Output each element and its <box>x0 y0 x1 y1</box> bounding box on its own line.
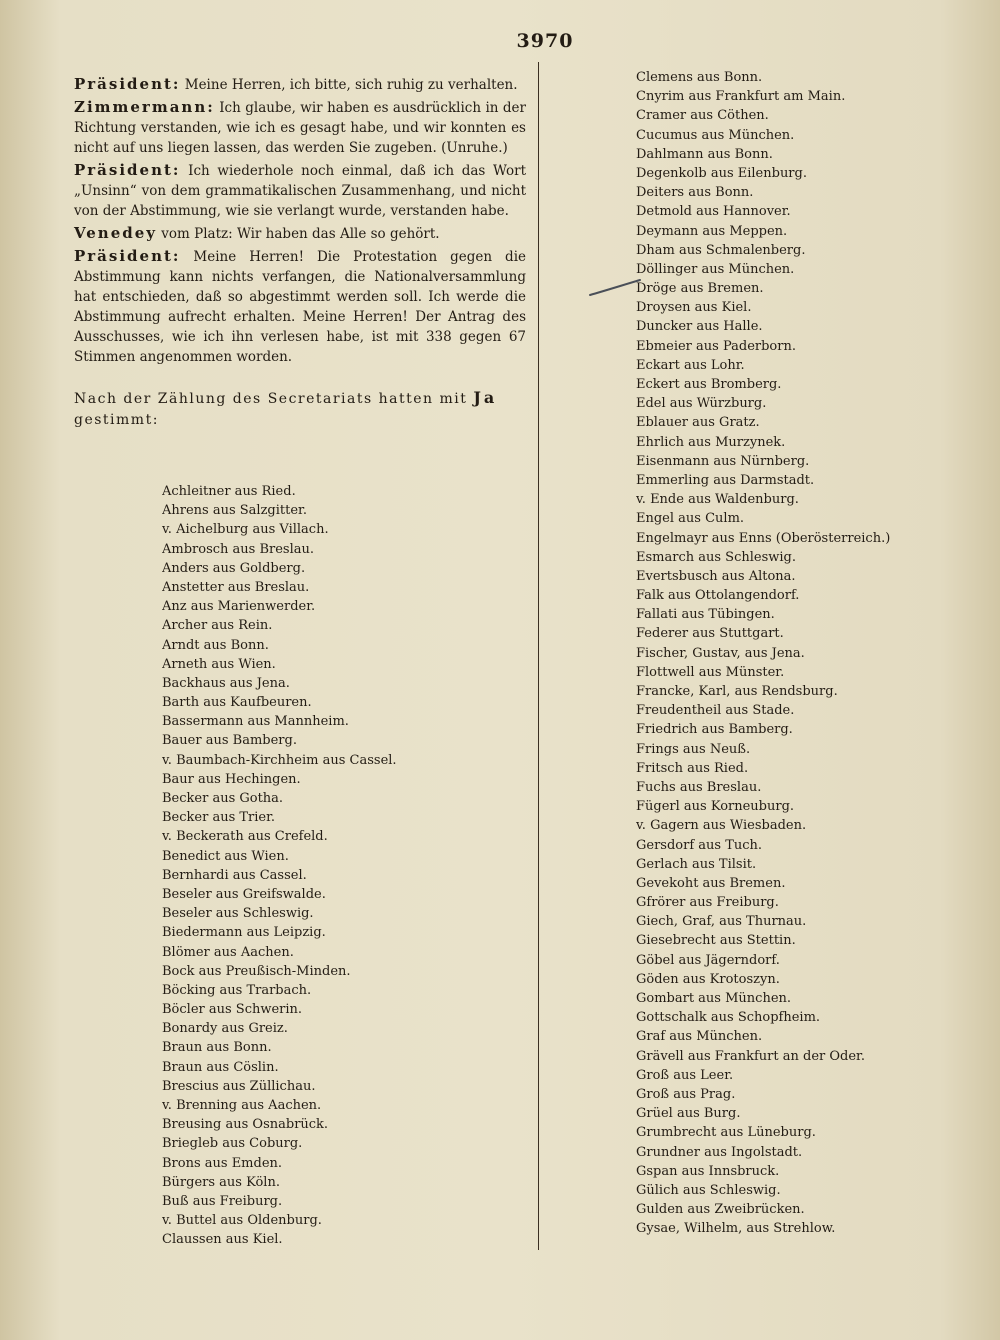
speaker-name: Präsident: <box>74 161 181 179</box>
voter-entry: Böcking aus Trarbach. <box>162 982 312 998</box>
voter-entry: Bernhardi aus Cassel. <box>162 867 307 883</box>
speech-text: Meine Herren, ich bitte, sich ruhig zu verhalten. <box>180 77 518 93</box>
voter-entry: Evertsbusch aus Altona. <box>636 568 796 584</box>
voter-entry: Cramer aus Cöthen. <box>636 108 769 124</box>
speaker-name: Präsident: <box>74 75 181 93</box>
page-number: 3970 <box>516 30 574 52</box>
voter-entry: Arneth aus Wien. <box>162 656 276 672</box>
voter-entry: Edel aus Würzburg. <box>636 396 767 412</box>
voter-entry: Graf aus München. <box>636 1029 763 1045</box>
debate-paragraph <box>74 160 526 221</box>
voter-entry: Gülich aus Schleswig. <box>636 1182 781 1198</box>
debate-paragraph <box>74 223 526 244</box>
voter-entry: Federer aus Stuttgart. <box>636 626 784 642</box>
voter-entry: Eblauer aus Gratz. <box>636 415 760 431</box>
voter-entry: Cnyrim aus Frankfurt am Main. <box>636 89 846 105</box>
voter-entry: Eckert aus Bromberg. <box>636 377 782 392</box>
vote-heading-prefix: Nach der Zählung des Secretariats hatten mit <box>74 391 468 407</box>
voter-entry: Barth aus Kaufbeuren. <box>162 695 312 711</box>
voter-entry: Becker aus Trier. <box>162 810 276 826</box>
voter-entry: Grundner aus Ingolstadt. <box>636 1144 803 1160</box>
voter-entry: Engelmayr aus Enns (Oberösterreich.) <box>636 530 891 546</box>
voter-entry: Droysen aus Kiel. <box>636 300 752 316</box>
voter-entry: Archer aus Rein. <box>162 618 273 634</box>
voter-entry: Gerlach aus Tilsit. <box>636 856 757 872</box>
voter-entry: Dröge aus Bremen. <box>636 281 764 297</box>
voter-entry: Deiters aus Bonn. <box>636 185 754 201</box>
voter-entry: Esmarch aus Schleswig. <box>636 549 796 565</box>
voter-entry: Gersdorf aus Tuch. <box>636 837 763 853</box>
voter-entry: Friedrich aus Bamberg. <box>636 722 793 738</box>
voter-entry: Bonardy aus Greiz. <box>162 1021 288 1037</box>
voter-entry: Braun aus Bonn. <box>162 1040 272 1056</box>
voter-entry: Beseler aus Schleswig. <box>162 906 314 922</box>
voter-entry: Fallati aus Tübingen. <box>636 607 775 623</box>
voter-entry: Fügerl aus Korneuburg. <box>636 799 795 815</box>
voter-entry: Brescius aus Züllichau. <box>162 1078 316 1094</box>
voter-entry: Benedict aus Wien. <box>162 848 289 864</box>
voter-entry: Gottschalk aus Schopfheim. <box>636 1010 821 1026</box>
voter-entry: Groß aus Prag. <box>636 1086 736 1102</box>
voter-entry: Gulden aus Zweibrücken. <box>636 1202 805 1218</box>
voter-entry: Dahlmann aus Bonn. <box>636 146 773 162</box>
voter-entry: Francke, Karl, aus Rendsburg. <box>636 684 838 699</box>
voter-entry: Blömer aus Aachen. <box>162 944 294 960</box>
voter-entry: Anstetter aus Breslau. <box>162 579 310 595</box>
voter-entry: Bürgers aus Köln. <box>162 1174 280 1190</box>
voter-entry: v. Beckerath aus Crefeld. <box>162 829 328 845</box>
debate-paragraph <box>74 246 526 367</box>
voter-entry: Cucumus aus München. <box>636 127 795 143</box>
voter-entry: Fischer, Gustav, aus Jena. <box>636 645 805 661</box>
voter-entry: Gombart aus München. <box>636 991 792 1006</box>
voter-entry: Eisenmann aus Nürnberg. <box>636 453 810 469</box>
debate-paragraph <box>74 74 526 95</box>
speech-text: Ich wiederhole noch einmal, daß ich das Wort „Unsinn“ von dem grammatikalischen Zusammenhang, und nicht von der Abstimmung, wie sie verlangt wurde, verstanden habe. <box>74 163 526 219</box>
voter-entry: Anders aus Goldberg. <box>162 560 306 576</box>
voter-entry: Ebmeier aus Paderborn. <box>636 338 796 354</box>
voter-entry: Falk aus Ottolangendorf. <box>636 588 800 604</box>
speaker-name: Präsident: <box>74 247 181 265</box>
speech-text: vom Platz: Wir haben das Alle so gehört. <box>157 226 440 242</box>
voter-entry: Braun aus Cöslin. <box>162 1059 279 1075</box>
speaker-name: Zimmermann: <box>74 98 215 116</box>
voter-entry: Arndt aus Bonn. <box>162 637 269 653</box>
voter-entry: Anz aus Marienwerder. <box>162 599 316 615</box>
voter-entry: v. Ende aus Waldenburg. <box>636 492 799 508</box>
voter-entry: Giech, Graf, aus Thurnau. <box>636 914 807 930</box>
voter-entry: Fritsch aus Ried. <box>636 760 749 776</box>
voter-entry: Böcler aus Schwerin. <box>162 1002 303 1018</box>
voter-entry: Backhaus aus Jena. <box>162 675 290 691</box>
voter-entry: Baur aus Hechingen. <box>162 771 301 787</box>
vote-heading-emphasis: Ja <box>473 388 498 407</box>
voter-entry: Bassermann aus Mannheim. <box>162 714 349 730</box>
speech-text: Ich glaube, wir haben es ausdrücklich in der Richtung verstanden, wie ich es gesagt habe, und wir konnten es nicht auf uns liegen lassen, das werden Sie zugeben. (Unruhe.) <box>74 100 526 156</box>
voter-entry: Gysae, Wilhelm, aus Strehlow. <box>636 1221 836 1237</box>
voter-entry: Eckart aus Lohr. <box>636 357 745 373</box>
debate-paragraph <box>74 97 526 158</box>
voter-entry: v. Gagern aus Wiesbaden. <box>636 818 807 834</box>
voter-entry: Emmerling aus Darmstadt. <box>636 472 815 488</box>
voter-entry: Bock aus Preußisch-Minden. <box>162 963 351 979</box>
voter-entry: Freudentheil aus Stade. <box>636 703 795 719</box>
voter-entry: Giesebrecht aus Stettin. <box>636 933 796 949</box>
voter-entry: Duncker aus Halle. <box>636 319 763 335</box>
speaker-name: Venedey <box>74 224 158 242</box>
voter-entry: v. Aichelburg aus Villach. <box>162 522 329 538</box>
voter-entry: v. Buttel aus Oldenburg. <box>162 1213 322 1229</box>
voter-entry: Groß aus Leer. <box>636 1067 734 1083</box>
voter-entry: Buß aus Freiburg. <box>162 1193 283 1209</box>
voter-entry: Flottwell aus Münster. <box>636 664 785 680</box>
voter-entry: Briegleb aus Coburg. <box>162 1136 303 1152</box>
voter-entry: Claussen aus Kiel. <box>162 1232 283 1248</box>
voter-entry: Clemens aus Bonn. <box>636 70 763 85</box>
voter-entry: Deymann aus Meppen. <box>636 223 788 239</box>
voter-entry: Fuchs aus Breslau. <box>636 779 762 795</box>
voter-entry: Biedermann aus Leipzig. <box>162 925 326 941</box>
voter-entry: Brons aus Emden. <box>162 1155 283 1171</box>
voter-entry: Grävell aus Frankfurt an der Oder. <box>636 1048 865 1064</box>
voter-entry: Ambrosch aus Breslau. <box>162 541 315 557</box>
voter-entry: v. Brenning aus Aachen. <box>162 1098 322 1113</box>
voter-entry: Göbel aus Jägerndorf. <box>636 952 780 968</box>
voter-entry: v. Baumbach-Kirchheim aus Cassel. <box>162 752 397 768</box>
yes-vote-list-left <box>162 482 532 1250</box>
pen-mark <box>588 276 644 298</box>
voter-entry: Beseler aus Greifswalde. <box>162 886 326 902</box>
voter-entry: Ehrlich aus Murzynek. <box>636 434 786 450</box>
vote-heading-suffix: gestimmt: <box>74 412 159 428</box>
voter-entry: Frings aus Neuß. <box>636 741 751 757</box>
vote-heading <box>74 387 526 431</box>
voter-entry: Göden aus Krotoszyn. <box>636 971 780 987</box>
voter-entry: Gfrörer aus Freiburg. <box>636 895 779 911</box>
voter-entry: Grüel aus Burg. <box>636 1106 741 1122</box>
voter-entry: Dham aus Schmalenberg. <box>636 242 806 258</box>
voter-entry: Grumbrecht aus Lüneburg. <box>636 1125 816 1141</box>
voter-entry: Becker aus Gotha. <box>162 791 284 806</box>
voter-entry: Gspan aus Innsbruck. <box>636 1163 780 1179</box>
column-divider <box>538 62 539 1250</box>
yes-vote-list-right <box>636 68 976 1238</box>
speech-text: Meine Herren! Die Protestation gegen die Abstimmung kann nichts verfangen, die Nationalversammlung hat entschieden, daß so abgestimmt werden soll. Ich werde die Abstimmung aufrecht erhalten. Meine Herren! Der Antrag des Ausschusses, wie ich ihn verlesen habe, ist mit 338 gegen 67 Stimmen angenommen worden. <box>74 249 526 365</box>
voter-entry: Engel aus Culm. <box>636 511 745 527</box>
voter-entry: Bauer aus Bamberg. <box>162 733 297 749</box>
voter-entry: Degenkolb aus Eilenburg. <box>636 165 807 181</box>
voter-entry: Breusing aus Osnabrück. <box>162 1117 329 1133</box>
voter-entry: Ahrens aus Salzgitter. <box>162 503 307 519</box>
voter-entry: Detmold aus Hannover. <box>636 204 791 220</box>
voter-entry: Achleitner aus Ried. <box>162 484 296 499</box>
voter-entry: Döllinger aus München. <box>636 261 795 277</box>
left-column <box>74 74 526 431</box>
voter-entry: Gevekoht aus Bremen. <box>636 875 786 891</box>
